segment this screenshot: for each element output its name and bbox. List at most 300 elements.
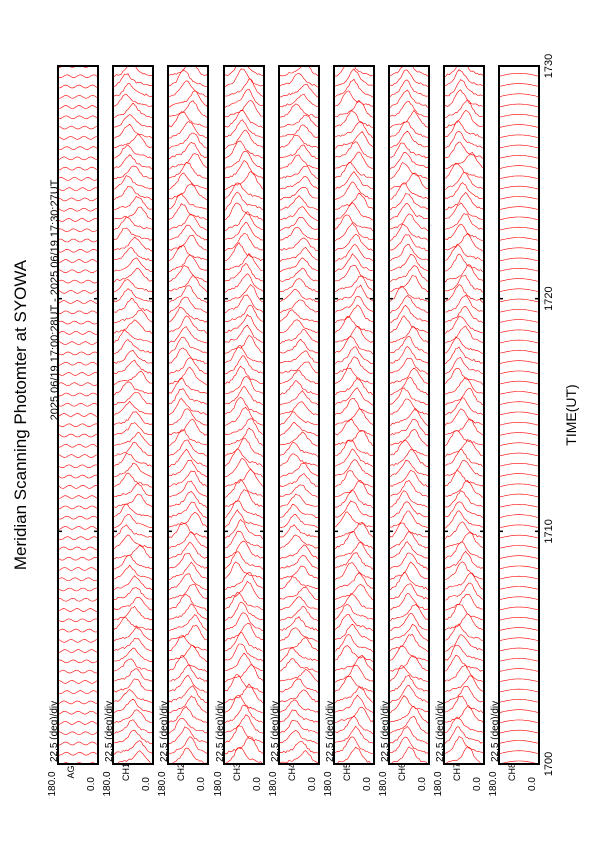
trace-line	[444, 614, 484, 632]
trace-line	[444, 244, 484, 261]
trace-line	[224, 254, 264, 271]
trace-line	[499, 268, 539, 271]
trace-line	[279, 454, 319, 466]
trace-line	[113, 606, 153, 621]
trace-group	[334, 19, 374, 765]
trace-line	[389, 440, 429, 456]
trace-line	[389, 531, 429, 549]
y-tick-label: 0.0	[417, 777, 428, 791]
trace-line	[168, 471, 208, 487]
trace-line	[58, 444, 98, 447]
trace-line	[499, 463, 539, 466]
trace-line	[279, 227, 319, 241]
trace-line	[334, 215, 374, 231]
trace-line	[389, 460, 429, 476]
trace-line	[279, 268, 319, 282]
trace-line	[224, 653, 264, 672]
trace-line	[113, 514, 153, 528]
trace-group	[389, 21, 429, 765]
trace-line	[279, 648, 319, 662]
trace-line	[224, 695, 264, 713]
trace-line	[389, 80, 429, 97]
trace-line	[499, 535, 539, 538]
trace-line	[58, 260, 98, 263]
trace-line	[279, 432, 319, 446]
trace-line	[58, 711, 98, 714]
trace-line	[168, 367, 208, 384]
trace-line	[168, 235, 208, 250]
trace-line	[224, 469, 264, 488]
trace-line	[279, 720, 319, 733]
trace-line	[58, 424, 98, 427]
trace-line	[444, 522, 484, 539]
trace-line	[499, 658, 539, 661]
trace-line	[279, 587, 319, 600]
channel-label: CH6	[397, 762, 407, 782]
trace-line	[168, 574, 208, 591]
trace-line	[444, 110, 484, 128]
trace-line	[334, 132, 374, 149]
trace-line	[334, 542, 374, 559]
trace-line	[279, 514, 319, 527]
trace-line	[499, 340, 539, 343]
trace-line	[499, 53, 539, 56]
trace-line	[334, 747, 374, 765]
x-tick-label: 1720	[543, 286, 555, 311]
trace-line	[389, 152, 429, 168]
trace-line	[334, 19, 374, 36]
trace-line	[58, 290, 98, 293]
trace-line	[499, 515, 539, 518]
trace-line	[113, 382, 153, 395]
trace-line	[499, 320, 539, 323]
trace-line	[389, 143, 429, 159]
trace-line	[58, 496, 98, 499]
trace-line	[58, 177, 98, 180]
trace-line	[444, 409, 484, 426]
trace-line	[389, 131, 429, 148]
trace-line	[168, 737, 208, 755]
trace-line	[224, 100, 264, 118]
trace-line	[168, 122, 208, 139]
trace-line	[389, 584, 429, 600]
x-tick-label: 1700	[543, 751, 555, 777]
trace-line	[58, 660, 98, 663]
trace-line	[444, 192, 484, 210]
trace-line	[113, 207, 153, 220]
trace-line	[279, 207, 319, 221]
trace-line	[279, 679, 319, 693]
trace-line	[334, 471, 374, 487]
trace-line	[389, 511, 429, 528]
trace-line	[499, 689, 539, 692]
trace-line	[334, 716, 374, 734]
trace-line	[279, 525, 319, 538]
trace-line	[499, 114, 539, 117]
trace-line	[389, 594, 429, 610]
x-tick-label: 1710	[543, 519, 555, 544]
trace-line	[168, 173, 208, 190]
trace-line	[334, 635, 374, 652]
trace-line	[168, 635, 208, 651]
trace-line	[389, 656, 429, 672]
trace-line	[334, 553, 374, 569]
trace-line	[168, 645, 208, 662]
trace-line	[168, 275, 208, 293]
trace-line	[168, 595, 208, 611]
trace-line	[224, 59, 264, 76]
trace-line	[444, 224, 484, 241]
panel-scale-label: 22.5 (deg)/div	[270, 700, 281, 762]
trace-line	[389, 70, 429, 87]
trace-line	[499, 381, 539, 384]
trace-line	[279, 289, 319, 303]
trace-line	[58, 280, 98, 283]
trace-line	[58, 75, 98, 78]
channel-label: CH7	[452, 762, 462, 782]
trace-line	[389, 266, 429, 283]
trace-line	[58, 722, 98, 725]
panels	[47, 17, 539, 796]
trace-line	[499, 525, 539, 528]
trace-line	[279, 362, 319, 374]
trace-line	[499, 710, 539, 713]
trace-line	[334, 378, 374, 395]
trace-line	[224, 69, 264, 87]
trace-line	[334, 398, 374, 416]
trace-line	[389, 737, 429, 754]
trace-line	[113, 340, 153, 354]
trace-line	[334, 604, 374, 621]
trace-line	[113, 280, 153, 293]
trace-line	[389, 327, 429, 344]
trace-line	[113, 504, 153, 518]
trace-line	[444, 388, 484, 405]
trace-line	[334, 40, 374, 57]
trace-line	[58, 373, 98, 376]
trace-line	[499, 730, 539, 733]
panel-scale-label: 22.5 (deg)/div	[380, 700, 391, 762]
trace-line	[168, 358, 208, 375]
trace-line	[58, 352, 98, 355]
trace-line	[389, 491, 429, 509]
trace-line	[279, 31, 319, 46]
trace-line	[389, 685, 429, 703]
x-tick-label: 1730	[543, 53, 555, 79]
trace-line	[168, 286, 208, 303]
trace-line	[499, 248, 539, 251]
trace-line	[389, 449, 429, 467]
trace-line	[389, 470, 429, 487]
trace-line	[499, 392, 539, 395]
panel-ch6	[378, 21, 429, 797]
trace-line	[58, 701, 98, 704]
trace-line	[334, 142, 374, 159]
trace-line	[499, 104, 539, 107]
trace-line	[499, 669, 539, 672]
y-tick-label: 180.0	[323, 771, 334, 797]
trace-line	[58, 147, 98, 150]
trace-line	[334, 665, 374, 683]
trace-line	[168, 665, 208, 683]
trace-line	[224, 222, 264, 241]
trace-line	[168, 40, 208, 57]
trace-line	[334, 122, 374, 138]
panel-scale-label: 22.5 (deg)/div	[435, 700, 446, 762]
trace-line	[389, 358, 429, 374]
trace-line	[389, 316, 429, 334]
trace-line	[444, 337, 484, 354]
trace-line	[389, 368, 429, 384]
trace-line	[389, 624, 429, 641]
trace-line	[499, 299, 539, 302]
y-tick-label: 0.0	[86, 777, 97, 791]
trace-line	[279, 402, 319, 416]
trace-line	[334, 223, 374, 241]
trace-line	[113, 94, 153, 108]
trace-line	[58, 527, 98, 530]
panel-frame	[499, 66, 539, 764]
trace-line	[334, 676, 374, 693]
trace-line	[499, 145, 539, 148]
trace-line	[168, 419, 208, 436]
trace-line	[58, 157, 98, 160]
panel-scale-label: 22.5 (deg)/div	[490, 700, 501, 762]
y-tick-label: 180.0	[378, 771, 389, 797]
trace-line	[113, 597, 153, 610]
trace-line	[113, 298, 153, 312]
trace-line	[113, 679, 153, 693]
trace-line	[224, 552, 264, 570]
trace-line	[444, 480, 484, 498]
trace-line	[499, 155, 539, 158]
trace-line	[499, 443, 539, 446]
trace-line	[168, 584, 208, 600]
trace-line	[113, 659, 153, 672]
trace-line	[168, 316, 208, 334]
trace-line	[389, 542, 429, 560]
trace-line	[58, 239, 98, 242]
trace-line	[113, 350, 153, 364]
trace-line	[224, 501, 264, 519]
trace-line	[113, 494, 153, 508]
trace-line	[224, 581, 264, 600]
trace-line	[389, 613, 429, 631]
trace-line	[58, 116, 98, 119]
trace-line	[279, 115, 319, 127]
trace-line	[499, 94, 539, 97]
trace-line	[389, 21, 429, 36]
trace-line	[113, 555, 153, 570]
trace-line	[499, 43, 539, 46]
panel-ch4	[268, 22, 319, 797]
trace-line	[279, 637, 319, 650]
trace-line	[224, 39, 264, 57]
trace-line	[444, 542, 484, 559]
trace-line	[224, 346, 264, 364]
trace-line	[279, 370, 319, 384]
trace-line	[444, 624, 484, 641]
trace-line	[279, 566, 319, 580]
trace-line	[113, 423, 153, 437]
trace-line	[113, 741, 153, 755]
panel-frame	[113, 66, 153, 764]
trace-line	[444, 378, 484, 395]
trace-line	[499, 433, 539, 436]
y-tick-label: 0.0	[141, 777, 152, 791]
trace-line	[58, 639, 98, 642]
trace-line	[58, 403, 98, 406]
trace-line	[334, 245, 374, 262]
trace-line	[224, 356, 264, 375]
y-tick-label: 0.0	[196, 777, 207, 791]
trace-line	[113, 648, 153, 662]
trace-line	[224, 510, 264, 529]
trace-line	[113, 320, 153, 334]
trace-line	[224, 397, 264, 414]
trace-line	[168, 707, 208, 724]
y-tick-label: 180.0	[102, 771, 113, 797]
trace-line	[499, 350, 539, 353]
trace-line	[168, 91, 208, 108]
trace-line	[113, 690, 153, 703]
trace-line	[58, 568, 98, 571]
trace-line	[58, 547, 98, 550]
trace-line	[444, 747, 484, 765]
trace-line	[58, 516, 98, 519]
trace-line	[113, 751, 153, 765]
trace-line	[58, 188, 98, 191]
panel-scale-label: 22.5 (deg)/div	[325, 700, 336, 762]
trace-line	[444, 285, 484, 303]
trace-line	[279, 628, 319, 642]
trace-line	[334, 265, 374, 281]
panel-scale-label: 22.5 (deg)/div	[49, 700, 60, 762]
trace-line	[58, 136, 98, 139]
trace-line	[279, 74, 319, 87]
trace-line	[499, 186, 539, 189]
trace-line	[334, 49, 374, 66]
trace-line	[499, 422, 539, 425]
trace-line	[113, 166, 153, 180]
trace-line	[334, 522, 374, 538]
trace-line	[224, 120, 264, 139]
trace-line	[389, 605, 429, 622]
trace-line	[334, 480, 374, 497]
trace-line	[279, 700, 319, 714]
trace-line	[444, 316, 484, 333]
trace-line	[224, 325, 264, 343]
panel-ch5	[323, 19, 374, 797]
trace-line	[444, 562, 484, 580]
trace-line	[389, 194, 429, 210]
trace-group	[444, 18, 484, 765]
trace-line	[444, 265, 484, 283]
trace-line	[389, 30, 429, 46]
trace-line	[279, 381, 319, 395]
trace-line	[168, 193, 208, 209]
trace-line	[224, 541, 264, 559]
trace-line	[499, 679, 539, 682]
trace-line	[113, 710, 153, 724]
trace-line	[334, 573, 374, 591]
trace-line	[279, 741, 319, 753]
trace-line	[113, 473, 153, 488]
trace-line	[224, 479, 264, 497]
trace-line	[279, 22, 319, 36]
trace-line	[499, 504, 539, 507]
panel-scale-label: 22.5 (deg)/div	[104, 700, 115, 762]
trace-line	[224, 407, 264, 426]
trace-line	[279, 187, 319, 200]
trace-line	[113, 576, 153, 590]
trace-line	[499, 73, 539, 76]
trace-line	[58, 557, 98, 560]
trace-line	[389, 562, 429, 579]
y-tick-label: 180.0	[47, 771, 58, 797]
trace-line	[334, 449, 374, 467]
trace-line	[334, 337, 374, 354]
trace-line	[279, 535, 319, 549]
trace-line	[334, 737, 374, 754]
trace-line	[58, 578, 98, 581]
trace-line	[58, 691, 98, 694]
trace-line	[389, 388, 429, 406]
trace-line	[224, 141, 264, 159]
trace-line	[499, 238, 539, 241]
trace-line	[444, 234, 484, 251]
trace-line	[58, 455, 98, 458]
trace-line	[58, 670, 98, 673]
trace-line	[444, 676, 484, 693]
trace-line	[224, 419, 264, 436]
channel-label: CH4	[287, 762, 297, 782]
trace-line	[499, 741, 539, 744]
trace-line	[224, 366, 264, 385]
trace-line	[334, 234, 374, 250]
y-tick-label: 180.0	[213, 771, 224, 797]
trace-line	[499, 32, 539, 35]
trace-line	[113, 617, 153, 631]
trace-line	[58, 208, 98, 211]
trace-line	[389, 59, 429, 77]
trace-line	[58, 619, 98, 622]
trace-line	[389, 296, 429, 314]
trace-line	[279, 710, 319, 724]
trace-line	[499, 597, 539, 600]
trace-line	[168, 337, 208, 353]
trace-line	[279, 422, 319, 436]
chart-title: Meridian Scanning Photomter at SYOWA	[11, 259, 30, 571]
y-tick-label: 180.0	[488, 771, 499, 797]
trace-line	[334, 440, 374, 457]
trace-line	[444, 254, 484, 272]
channel-label: CH1	[121, 762, 131, 782]
panel-ch7	[433, 18, 484, 797]
trace-line	[279, 300, 319, 313]
trace-line	[499, 412, 539, 415]
trace-line	[224, 28, 264, 46]
trace-line	[334, 162, 374, 179]
trace-line	[168, 162, 208, 179]
trace-line	[58, 475, 98, 478]
panel-frame	[58, 66, 98, 764]
trace-line	[224, 243, 264, 261]
trace-line	[113, 730, 153, 744]
trace-line	[224, 89, 264, 108]
trace-line	[444, 398, 484, 416]
trace-line	[334, 296, 374, 312]
